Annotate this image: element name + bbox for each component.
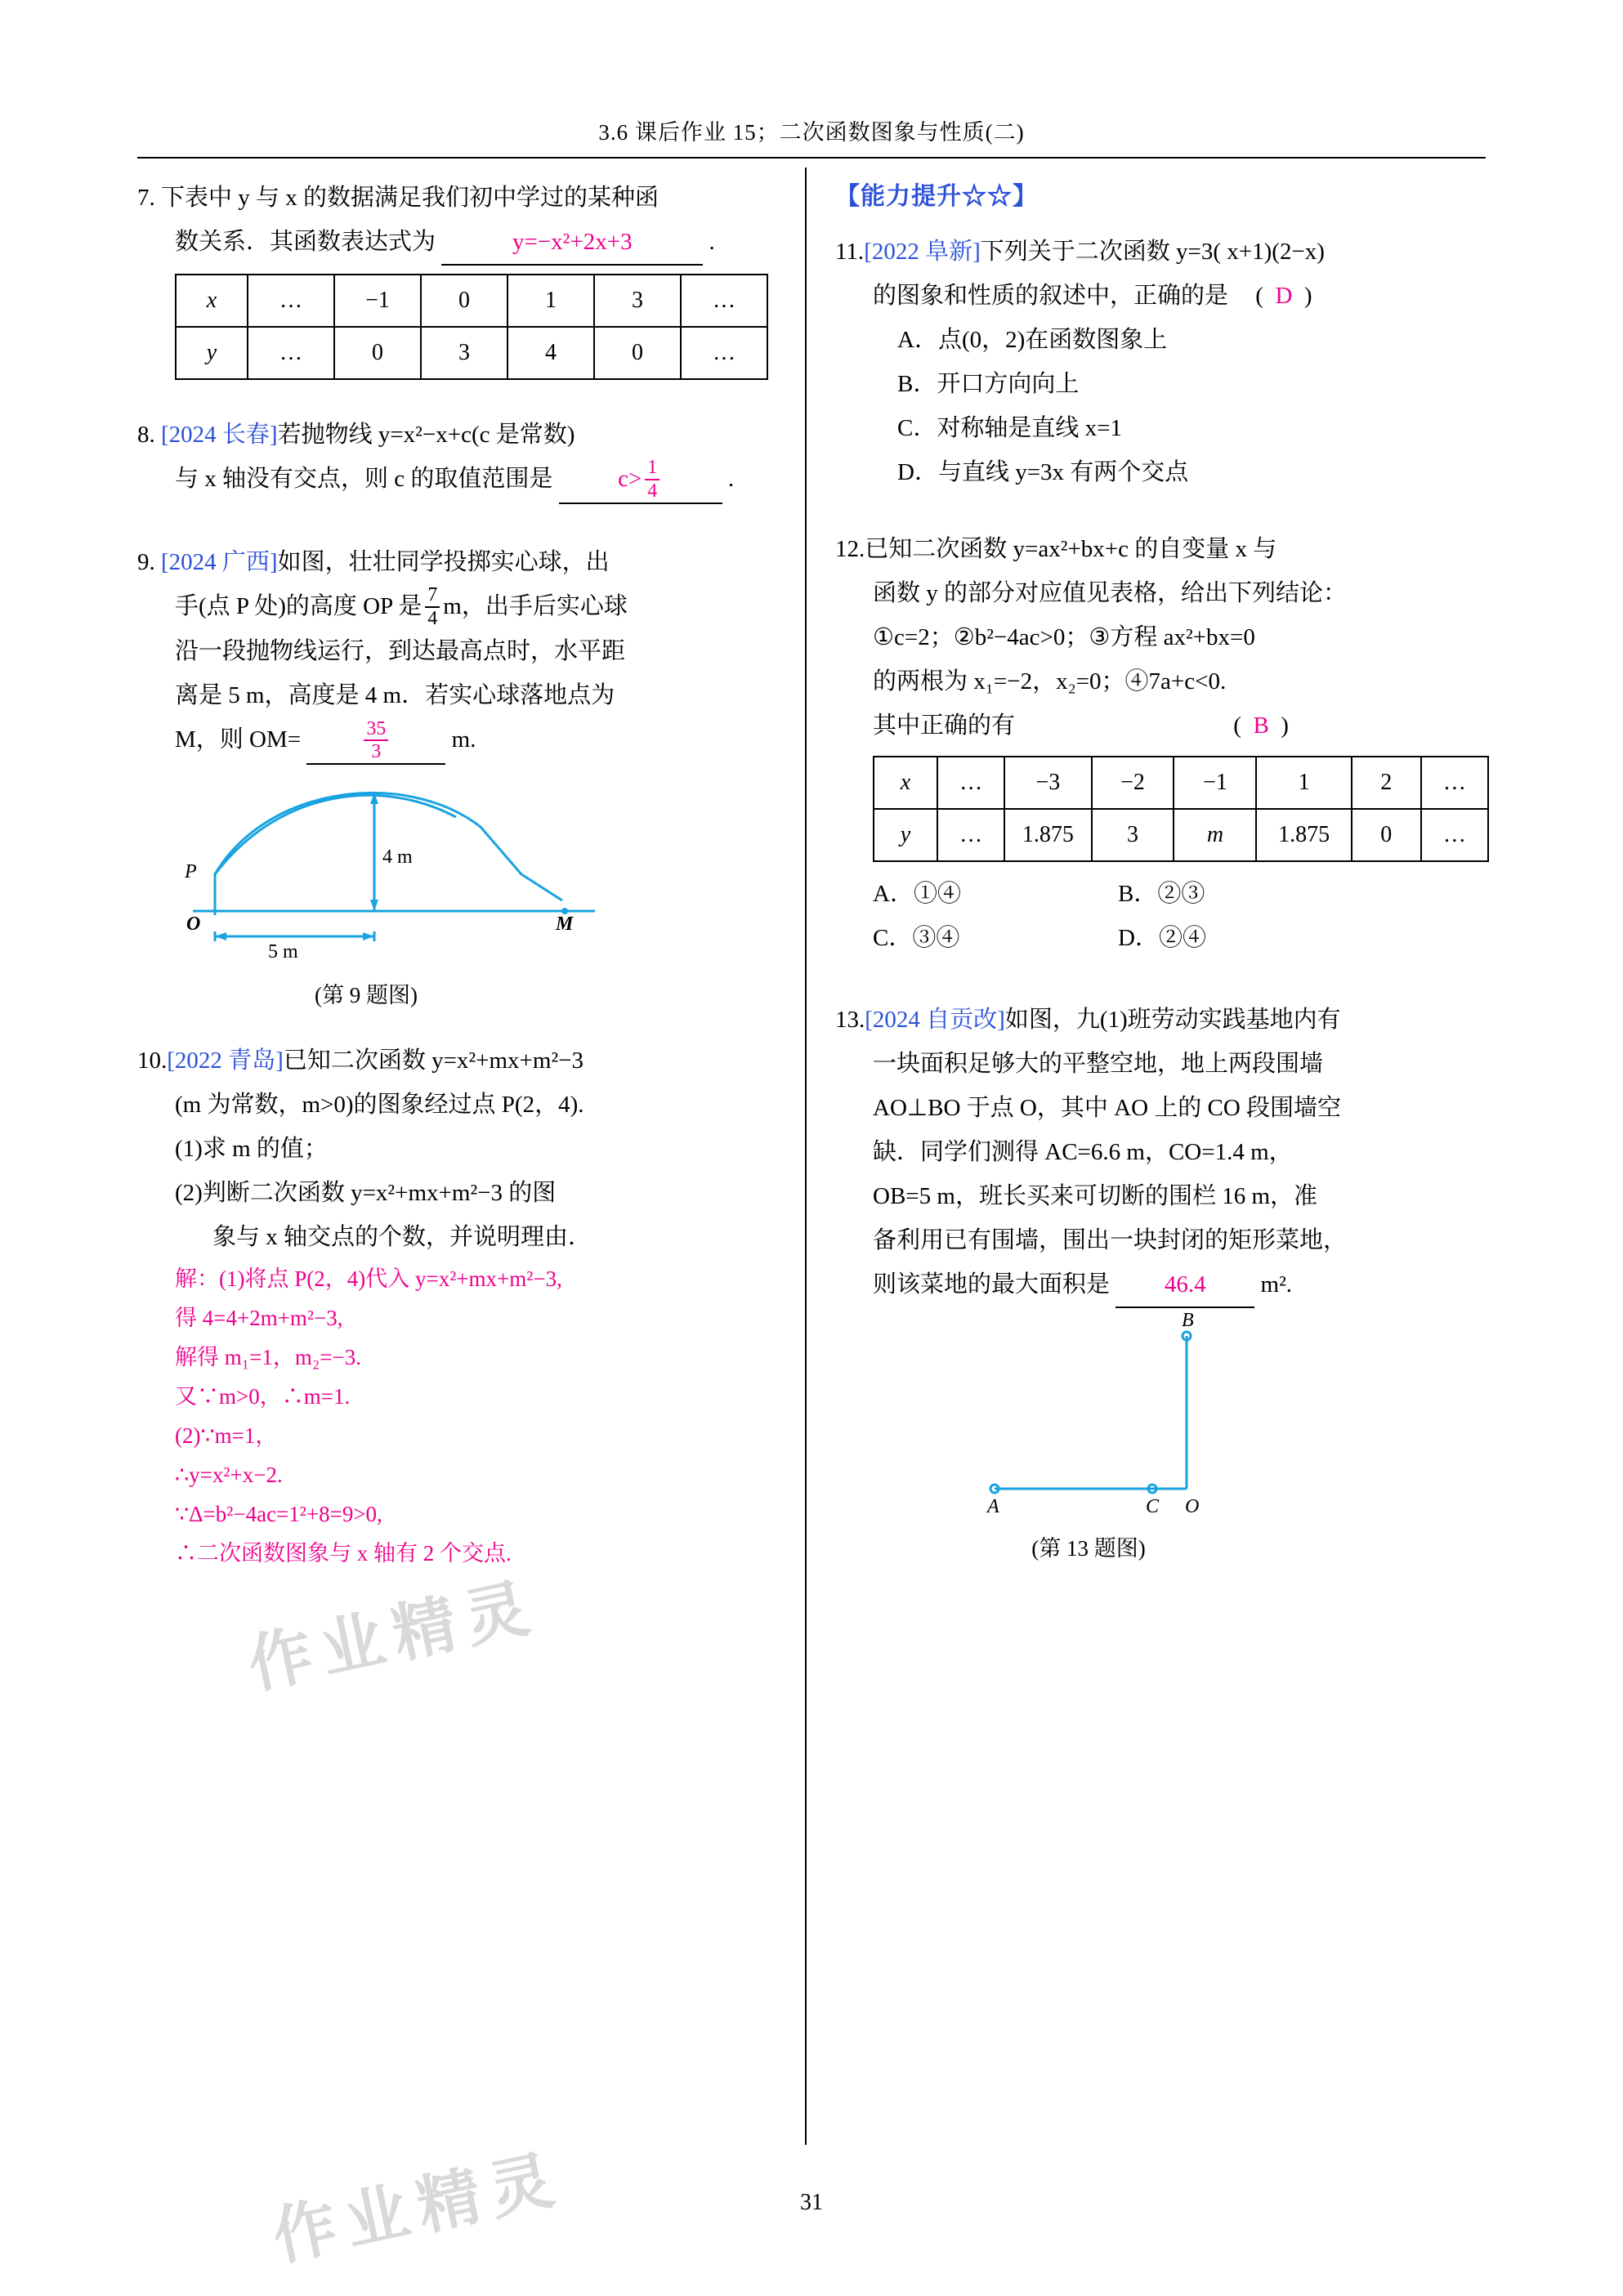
cell: −1 (334, 275, 421, 327)
q10-line2: (m 为常数，m>0)的图象经过点 P(2，4). (175, 1092, 584, 1119)
q13-diagram (835, 1321, 1407, 1517)
cell: … (937, 809, 1004, 861)
q9-label-height: 4 m (382, 846, 413, 869)
q8-line2-suffix: . (727, 466, 735, 492)
page-header: 3.6 课后作业 15；二次函数图象与性质(二) (598, 120, 1025, 145)
solution-line: (2)∵m=1， (175, 1423, 278, 1449)
q12-number: 12. (835, 536, 865, 562)
cell: 3 (421, 327, 507, 379)
question-11: 11.[2022 阜新]下列关于二次函数 y=3( x+1)(2−x) 的图象和性质的叙述中，正确的是 ( D ) A．点(0，2)在函数图象上 B．开口方向向上 C．对称轴是直线 x=1 D．与直线 y=3x 有两个交点 (835, 230, 1489, 494)
cell: … (1421, 757, 1488, 809)
solution-line: 得 4=4+2m+m²−3, (175, 1306, 343, 1331)
cell: −1 (1174, 757, 1256, 809)
q7-row-x-label: x (176, 275, 248, 327)
question-12: 12.已知二次函数 y=ax²+bx+c 的自变量 x 与 函数 y 的部分对应值见表格，给出下列结论： ①c=2；②b²−4ac>0；③方程 ax²+bx=0 的两根为 x₁=−2，x₂=0；④7a+c<0. 其中正确的有 ( B ) x … −3 −2 −1 1 2 … y … 1.875 3 m 1.875 0 … A．①④ B．②③ C．③④ D．②④ (835, 527, 1489, 960)
solution-line: 解得 m₁=1，m₂=−3. (175, 1345, 362, 1370)
page-number: 31 (800, 2190, 823, 2215)
cell: 0 (594, 327, 681, 379)
q8-line2-prefix: 与 x 轴没有交点，则 c 的取值范围是 (175, 466, 553, 492)
table-row (874, 757, 1488, 809)
q11-line1: 下列关于二次函数 y=3( x+1)(2−x) (980, 239, 1325, 265)
q12-line1: 已知二次函数 y=ax²+bx+c 的自变量 x 与 (865, 536, 1277, 562)
q9-line2-a: 手(点 P 处)的高度 OP 是 (175, 592, 423, 619)
q13-label-O: O (1185, 1496, 1200, 1517)
question-13 (835, 998, 1489, 1562)
q12-data-table (873, 756, 1489, 862)
q12-line3: ①c=2；②b²−4ac>0；③方程 ax²+bx=0 (873, 624, 1255, 650)
cell: 1 (507, 275, 594, 327)
cell: m (1174, 809, 1256, 861)
cell: 2 (1352, 757, 1421, 809)
q8-answer-prefix: c> (618, 466, 642, 492)
table-row (874, 809, 1488, 861)
q10-line1: 已知二次函数 y=x²+mx+m²−3 (283, 1047, 584, 1074)
solution-line: ∴二次函数图象与 x 轴有 2 个交点. (175, 1541, 512, 1566)
q9-figure-caption: (第 9 题图) (315, 983, 418, 1008)
solution-line: 又∵m>0，∴m=1. (175, 1384, 351, 1409)
q10-solution (137, 1259, 783, 1573)
q13-figure (835, 1310, 1489, 1525)
q8-line1: 若抛物线 y=x²−x+c(c 是常数) (277, 422, 575, 448)
cell: … (1421, 809, 1488, 861)
cell: 0 (1352, 809, 1421, 861)
q9-label-P: P (185, 861, 197, 883)
q12-row-y-label: y (874, 809, 937, 861)
q7-row-y-label: y (176, 327, 248, 379)
q10-line4: (2)判断二次函数 y=x²+mx+m²−3 的图 (175, 1180, 557, 1207)
q13-line2: 一块面积足够大的平整空地，地上两段围墙 (873, 1051, 1324, 1077)
cell: 0 (334, 327, 421, 379)
q9-label-M: M (556, 913, 574, 936)
cell: 3 (1092, 809, 1174, 861)
q13-number: 13. (835, 1007, 865, 1033)
q12-line2: 函数 y 的部分对应值见表格，给出下列结论： (873, 580, 1348, 606)
q9-figure (137, 776, 783, 972)
q8-source-tag: [2024 长春] (161, 422, 278, 448)
q11-option-b: B．开口方向向上 (897, 371, 1080, 397)
cell: 1.875 (1004, 809, 1091, 861)
solution-line: ∵Δ=b²−4ac=1²+8=9>0, (175, 1502, 382, 1527)
q13-line6: 备利用已有围墙，围出一块封闭的矩形菜地， (873, 1227, 1348, 1253)
q11-source-tag: [2022 阜新] (864, 239, 981, 265)
q12-line5: 其中正确的有 (873, 712, 1016, 739)
table-row (176, 327, 767, 379)
q12-option-c: C．③④ (873, 925, 960, 951)
q13-line1: 如图，九(1)班劳动实践基地内有 (1004, 1007, 1341, 1033)
q12-row-x-label: x (874, 757, 937, 809)
q9-line5-b: m. (451, 726, 476, 753)
q9-label-dist: 5 m (268, 941, 298, 963)
q13-line5: OB=5 m，班长买来可切断的围栏 16 m，准 (873, 1183, 1318, 1209)
q13-line7-b: m². (1260, 1271, 1293, 1298)
q9-label-O: O (186, 913, 201, 936)
cell: … (248, 327, 334, 379)
q9-line4: 离是 5 m，高度是 4 m．若实心球落地点为 (175, 682, 615, 709)
q9-source-tag: [2024 广西] (161, 548, 278, 575)
cell: 1.875 (1256, 809, 1351, 861)
q7-data-table (175, 274, 768, 380)
q12-option-a: A．①④ (873, 881, 961, 907)
q9-number: 9. (137, 548, 155, 575)
q8-answer-num: 1 (647, 457, 658, 479)
left-column (137, 176, 783, 1594)
q11-answer: D (1275, 283, 1293, 309)
question-7 (137, 176, 783, 380)
ability-section-header: 【能力提升☆☆】 (835, 183, 1038, 210)
q13-line4: 缺．同学们测得 AC=6.6 m，CO=1.4 m， (873, 1139, 1293, 1165)
cell: … (681, 327, 767, 379)
cell: −2 (1092, 757, 1174, 809)
q11-option-d: D．与直线 y=3x 有两个交点 (897, 459, 1189, 485)
q13-line7-a: 则该菜地的最大面积是 (873, 1271, 1111, 1298)
watermark: 作业精灵 (242, 1570, 545, 1704)
q13-label-B: B (1182, 1310, 1194, 1331)
q13-answer: 46.4 (1116, 1262, 1254, 1308)
q9-line3: 沿一段抛物线运行，到达最高点时，水平距 (175, 638, 626, 665)
q11-option-c: C．对称轴是直线 x=1 (897, 415, 1122, 441)
q7-number: 7. (137, 185, 155, 211)
q13-label-C: C (1146, 1496, 1160, 1517)
solution-line: 解：(1)将点 P(2，4)代入 y=x²+mx+m²−3, (175, 1266, 562, 1292)
q11-line2: 的图象和性质的叙述中，正确的是 (873, 283, 1229, 309)
q12-answer: B (1253, 712, 1269, 739)
cell: … (681, 275, 767, 327)
q9-answer-num: 35 (366, 717, 387, 739)
right-column (835, 176, 1489, 1584)
q9-frac-num: 7 (427, 584, 438, 606)
q8-answer-den: 4 (645, 479, 659, 503)
column-divider (805, 168, 807, 2145)
question-9 (137, 540, 783, 1009)
q12-option-d: D．②④ (1118, 925, 1206, 951)
q9-line1: 如图，壮壮同学投掷实心球，出 (277, 548, 610, 575)
q12-option-b: B．②③ (1118, 881, 1205, 907)
question-8 (137, 413, 783, 504)
q7-answer: y=−x²+2x+3 (441, 220, 703, 266)
q7-line2-suffix: . (709, 229, 715, 255)
q12-line4: 的两根为 x₁=−2，x₂=0；④7a+c<0. (873, 668, 1227, 695)
q13-line3: AO⊥BO 于点 O，其中 AO 上的 CO 段围墙空 (873, 1095, 1342, 1121)
q10-source-tag: [2022 青岛] (167, 1047, 284, 1074)
q10-line5: 象与 x 轴交点的个数，并说明理由． (212, 1224, 592, 1251)
q13-figure-caption: (第 13 题图) (1031, 1536, 1146, 1561)
cell: 4 (507, 327, 594, 379)
q9-answer (306, 717, 445, 765)
q9-answer-den: 3 (364, 739, 388, 763)
q9-line5-a: M，则 OM= (175, 726, 302, 753)
question-10 (137, 1039, 783, 1573)
cell: … (248, 275, 334, 327)
q10-number: 10. (137, 1047, 168, 1074)
cell: 0 (421, 275, 507, 327)
q9-diagram (137, 776, 709, 964)
cell: 1 (1256, 757, 1351, 809)
q7-line1: 下表中 y 与 x 的数据满足我们初中学过的某种函 (161, 185, 659, 211)
watermark: 作业精灵 (266, 2142, 570, 2276)
q8-answer (559, 457, 722, 504)
q9-frac-den: 4 (425, 606, 440, 630)
cell: 3 (594, 275, 681, 327)
q7-line2-prefix: 数关系．其函数表达式为 (175, 229, 436, 255)
header-divider (137, 157, 1486, 159)
q13-label-A: A (987, 1496, 999, 1517)
q9-line2-b: m，出手后实心球 (443, 592, 628, 619)
q10-line3: (1)求 m 的值； (175, 1136, 328, 1163)
cell: −3 (1004, 757, 1091, 809)
q13-source-tag: [2024 自贡改] (865, 1007, 1005, 1033)
solution-line: ∴y=x²+x−2. (175, 1463, 283, 1488)
q11-option-a: A．点(0，2)在函数图象上 (897, 327, 1168, 353)
q11-number: 11. (835, 239, 865, 265)
table-row (176, 275, 767, 327)
cell: … (937, 757, 1004, 809)
q8-number: 8. (137, 422, 155, 448)
